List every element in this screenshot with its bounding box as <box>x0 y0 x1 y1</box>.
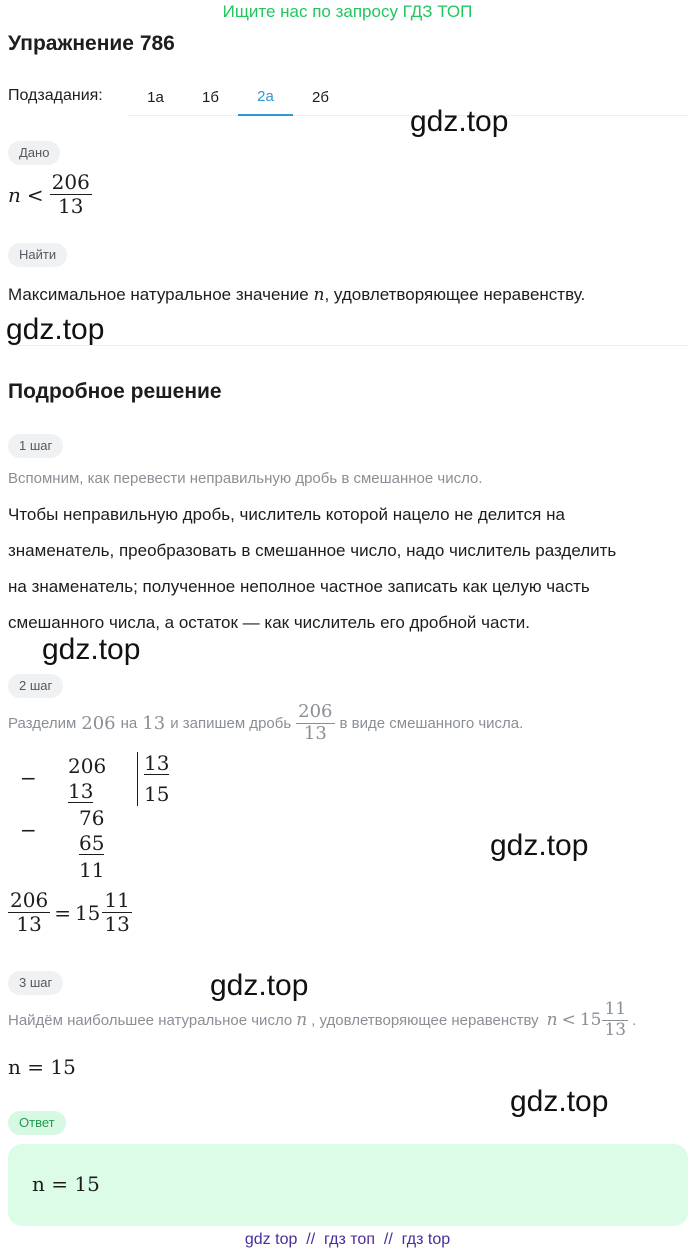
result-whole: 15 <box>74 900 101 925</box>
find-text-before: Максимальное натуральное значение <box>8 285 309 304</box>
step3-ineq-whole: 15 <box>579 1010 602 1031</box>
step2-hint-c: и запишем дробь <box>170 714 292 732</box>
step1-line: смешанного числа, а остаток — как числитель его дробной части. <box>8 613 530 632</box>
step2-hint-fnum: 206 <box>298 701 333 722</box>
tab-1a[interactable]: 1а <box>147 88 164 106</box>
given-chip: Дано <box>8 141 60 165</box>
division-minus-1: − <box>20 766 37 790</box>
step1-line: Чтобы неправильную дробь, числитель которой нацело не делится на <box>8 505 565 524</box>
result-fnum: 11 <box>104 888 130 912</box>
step3-hint <box>8 1000 636 1040</box>
division-bar <box>137 752 138 806</box>
division-divisor: 13 <box>144 751 170 775</box>
answer-chip: Ответ <box>8 1111 66 1135</box>
step3-ineq-lt: < <box>561 1010 576 1031</box>
step3-ineq-num: 11 <box>604 999 627 1019</box>
division-quotient: 15 <box>144 782 170 806</box>
find-var: n <box>313 285 325 305</box>
step3-hint-var: n <box>296 1010 308 1031</box>
step3-ineq-n: n <box>546 1010 558 1031</box>
step1-line: знаменатель, преобразовать в смешанное число, надо числитель разделить <box>8 541 617 560</box>
watermark: gdz.top <box>42 633 141 666</box>
step2-chip: 2 шаг <box>8 674 63 698</box>
division-partial: 76 <box>79 806 105 830</box>
tab-2a[interactable]: 2а <box>238 78 293 116</box>
step2-hint-b: на <box>120 714 138 732</box>
step2-hint-a: Разделим <box>8 714 77 732</box>
step2-result <box>8 889 132 936</box>
step2-hint-fraction <box>296 702 334 744</box>
division-minus-2: − <box>20 818 37 842</box>
watermark: gdz.top <box>6 313 105 346</box>
result-mixed-fraction <box>102 889 131 936</box>
result-fraction <box>8 889 50 936</box>
section-divider <box>8 345 688 346</box>
step1-hint: Вспомним, как перевести неправильную дробь в смешанное число. <box>8 470 483 487</box>
result-num: 206 <box>10 888 49 912</box>
given-lt: < <box>26 182 44 207</box>
given-num: 206 <box>51 170 90 194</box>
find-text <box>8 285 585 305</box>
step3-ineq-fraction <box>602 1000 628 1040</box>
subtask-tabs <box>128 78 688 116</box>
given-inequality <box>8 171 92 218</box>
tab-2b[interactable]: 2б <box>312 88 329 106</box>
step3-result: n = 15 <box>8 1055 76 1079</box>
watermark: gdz.top <box>210 969 309 1002</box>
step3-hint-b: , удовлетворяющее неравенству <box>311 1011 539 1029</box>
footer-links[interactable]: gdz top // гдз топ // гдз top <box>244 1231 451 1248</box>
step3-ineq-dot: . <box>632 1011 637 1029</box>
result-den: 13 <box>16 912 42 936</box>
step3-chip: 3 шаг <box>8 971 63 995</box>
step2-hint <box>8 702 523 744</box>
step1-chip: 1 шаг <box>8 434 63 458</box>
division-remainder: 11 <box>79 858 105 882</box>
subtasks-label: Подзадания: <box>8 87 103 104</box>
step2-hint-fden: 13 <box>303 722 327 744</box>
page-title: Упражнение 786 <box>8 32 175 55</box>
step2-hint-num: 206 <box>81 712 116 734</box>
step1-line: на знаменатель; полученное неполное частное записать как целую часть <box>8 577 590 596</box>
answer-value: n = 15 <box>32 1172 100 1196</box>
step3-ineq-den: 13 <box>604 1019 627 1040</box>
result-eq: = <box>54 900 71 925</box>
watermark: gdz.top <box>490 829 589 862</box>
step2-hint-den: 13 <box>142 712 166 734</box>
tab-1b[interactable]: 1б <box>202 88 219 106</box>
find-chip: Найти <box>8 243 67 267</box>
step1-text <box>8 497 688 641</box>
given-den: 13 <box>58 194 84 218</box>
solution-title: Подробное решение <box>8 380 222 403</box>
result-fden: 13 <box>104 912 130 936</box>
promo-banner[interactable]: Ищите нас по запросу ГДЗ ТОП <box>222 2 473 21</box>
step3-hint-a: Найдём наибольшее натуральное число <box>8 1011 293 1029</box>
given-fraction <box>50 171 92 218</box>
division-dividend: 206 <box>68 754 107 778</box>
watermark: gdz.top <box>410 105 509 138</box>
answer-box <box>8 1144 688 1226</box>
division-subtrahend-1: 13 <box>68 779 94 803</box>
find-text-after: , удовлетворяющее неравенству. <box>324 285 586 304</box>
watermark: gdz.top <box>510 1085 609 1118</box>
given-var: n <box>8 182 21 207</box>
step2-hint-d: в виде смешанного числа. <box>339 714 524 732</box>
division-subtrahend-2: 65 <box>79 831 105 855</box>
